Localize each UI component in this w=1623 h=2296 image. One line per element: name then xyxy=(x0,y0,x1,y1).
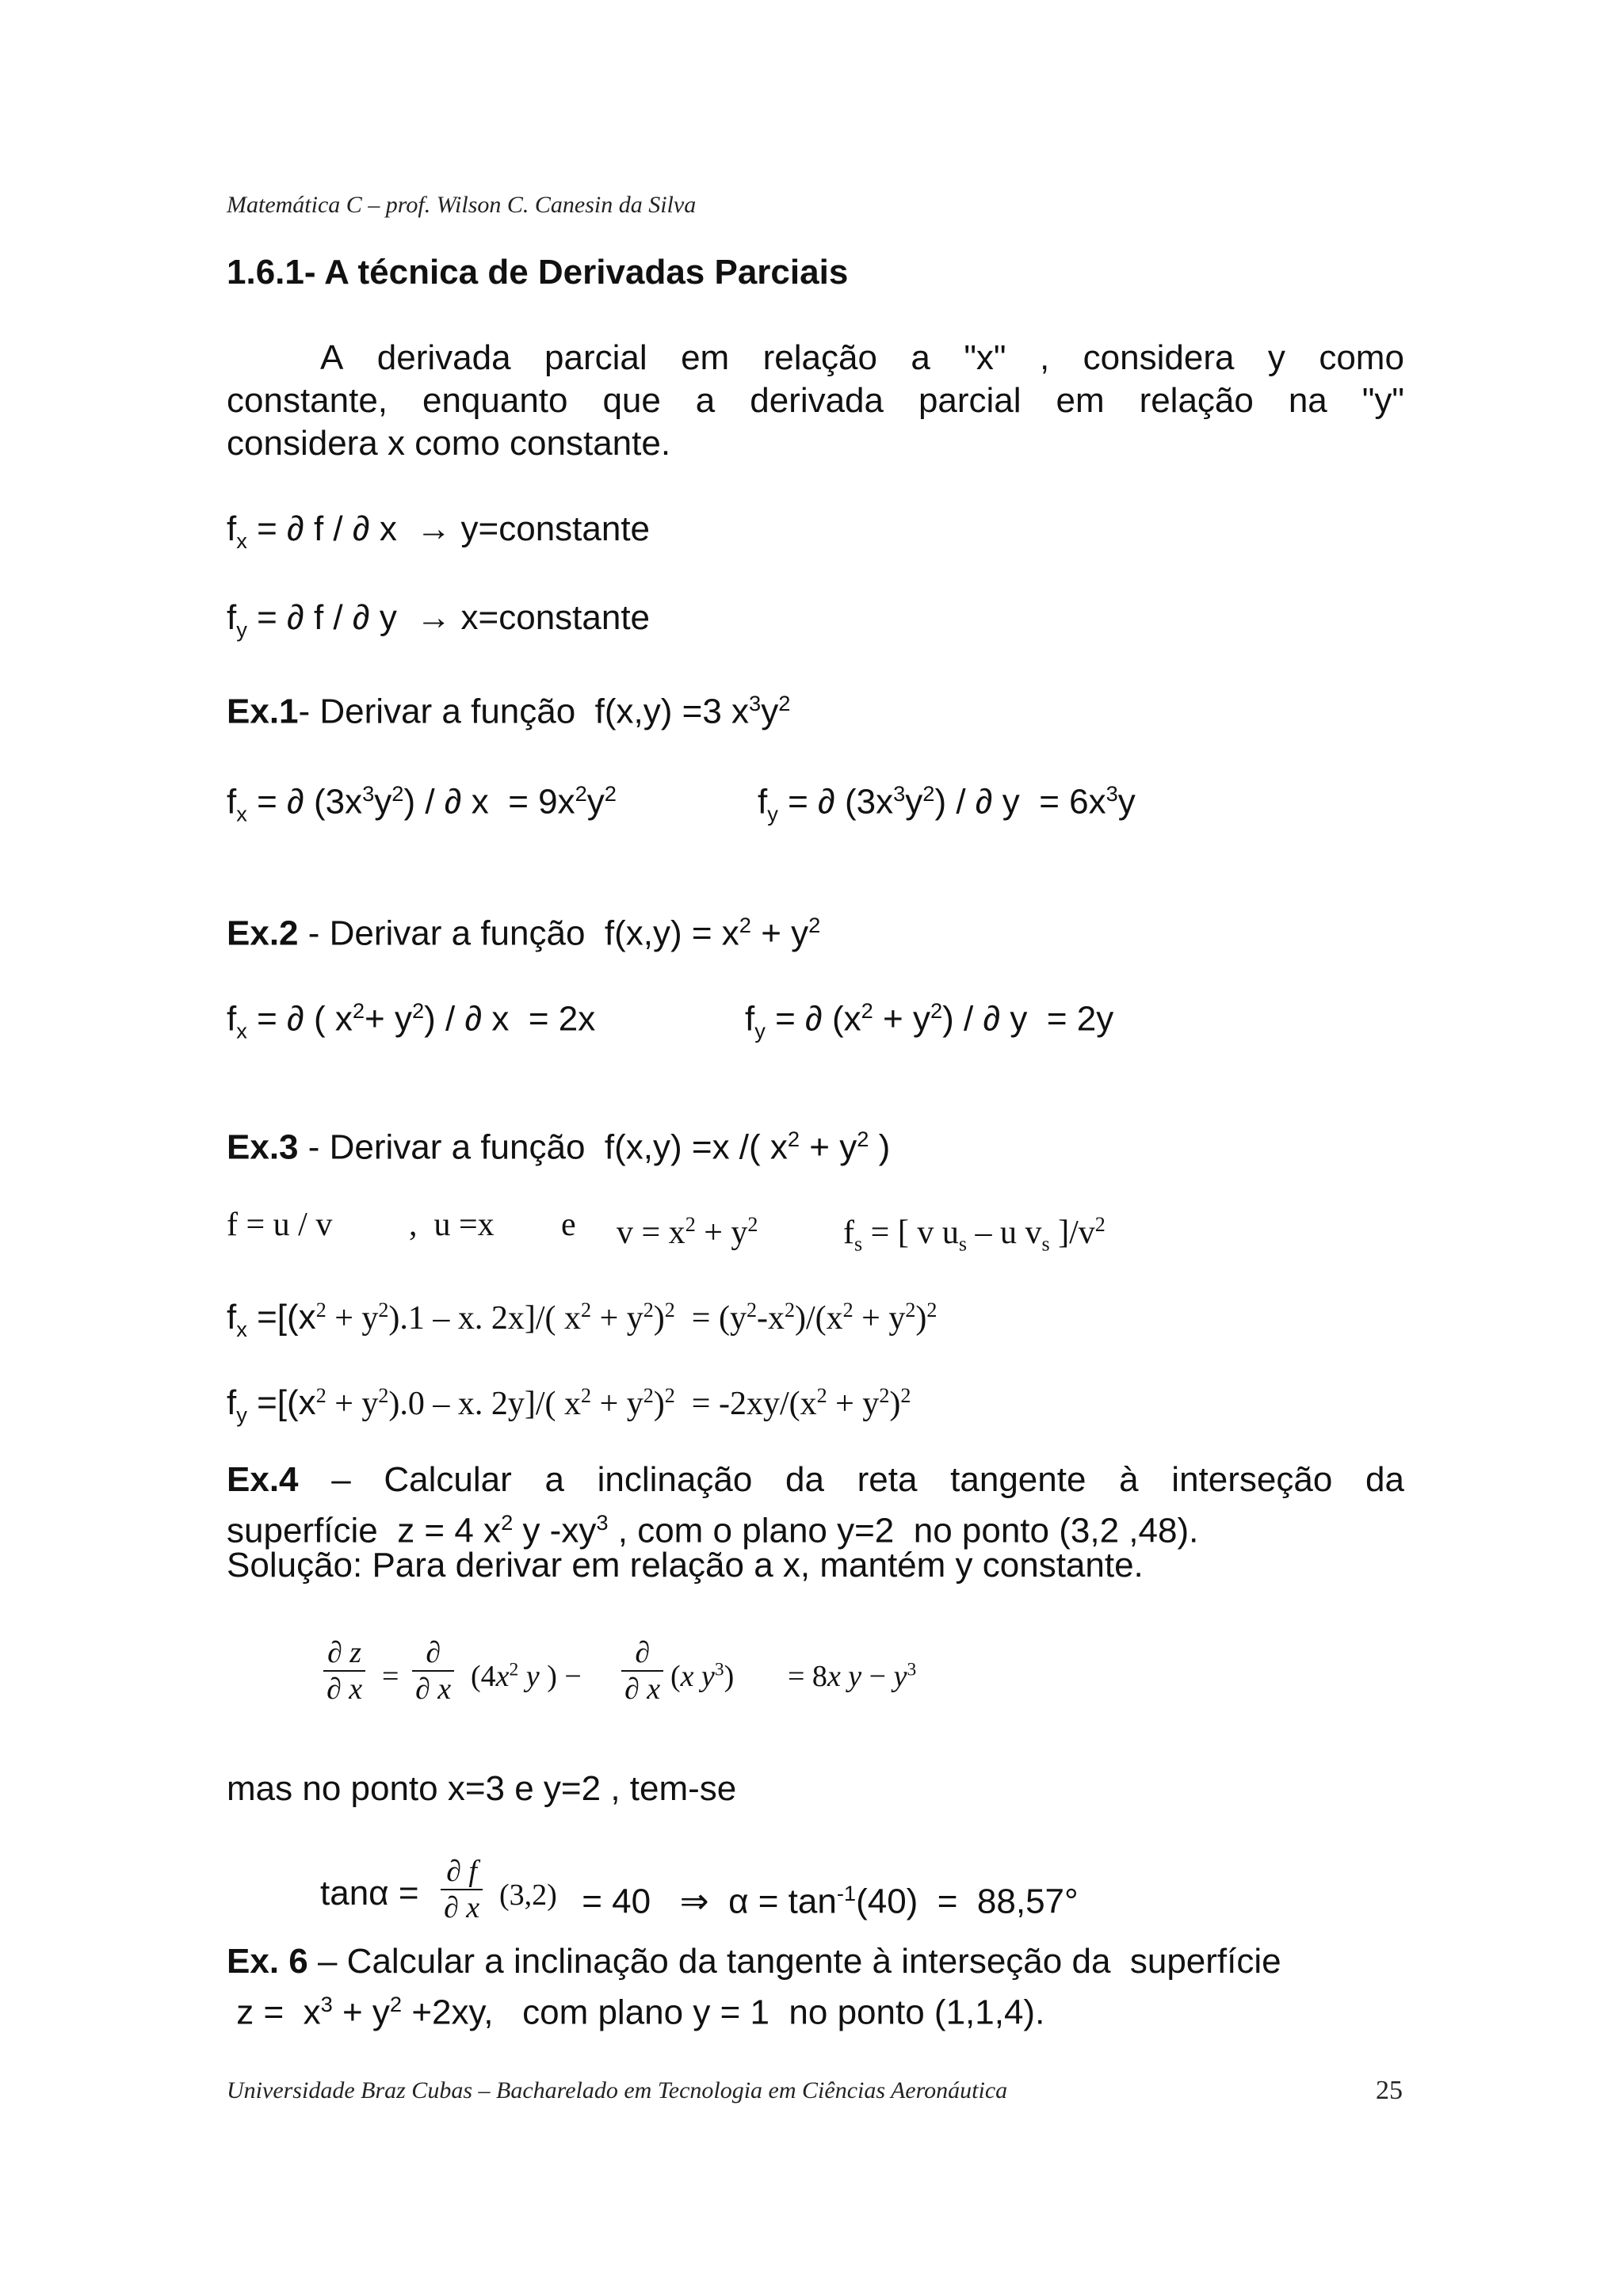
ex4-line-2: superfície z = 4 $x^2$ y $-xy^3$ , com o plano y=2 no ponto (3,2 ,48). xyxy=(227,1510,1199,1550)
ex4-line-1: Ex.4 – Calcular a inclinação da reta tangente à interseção da xyxy=(227,1460,1404,1499)
eq-d-dx-1: ∂ ∂ x xyxy=(412,1635,454,1707)
tan-result: = 40 ⇒ $\alpha = \tan^{-1}(40) = 88,57^\circ$ xyxy=(572,1881,1079,1921)
ex3-fy: $f_y =[(x^2 + y^2).0 - x$. 2y]/( $x^2 + y^2)^2 = -2xy/(x^2 + y^2)^2$ xyxy=(227,1383,911,1427)
ex4-point-text: mas no ponto x=3 e y=2 , tem-se xyxy=(227,1769,737,1808)
tan-df-dx: ∂ f ∂ x xyxy=(441,1854,483,1925)
ex2-statement: Ex.2 - Derivar a função $f(x,y) = x^2 + y^2$ xyxy=(227,913,821,953)
tan-point: (3,2) xyxy=(499,1878,557,1912)
intro-line-3: considera x como constante. xyxy=(227,424,671,463)
ex1-fx: $f_x$ = ∂ $(3x^3y^2)$ / ∂ $x = 9x^2y^2$ xyxy=(227,781,617,826)
ex1-fy: $f_y$ = ∂ $(3x^3y^2)$ / ∂ $y = 6x^3y$ xyxy=(758,781,1136,826)
eq-term-1: ($4x^2$ y ) − xyxy=(471,1659,582,1693)
ex3-statement: Ex.3 - Derivar a função f(x,y) =x /( $x^2 + y^2$ ) xyxy=(227,1127,891,1167)
eq-term-2: (x $y^3$) xyxy=(670,1659,735,1693)
ex3-rule-e: e xyxy=(561,1207,576,1243)
page-number: 25 xyxy=(1376,2076,1403,2105)
ex6-line-1: Ex. 6 – Calcular a inclinação da tangente à interseção da superfície xyxy=(227,1942,1281,1981)
ex6-line-2: $z = x^3 + y^2 +2xy$, com plano y = 1 no ponto (1,1,4). xyxy=(227,1992,1045,2032)
fx-definition: $f_x$ = ∂ f / ∂ x → y=constante xyxy=(227,509,651,553)
eq-result: = 8x $y - y^3$ xyxy=(788,1659,917,1693)
ex2-fx: $f_x$ = ∂ ( $x^2+ y^2$) / ∂ x = 2x xyxy=(227,998,596,1043)
intro-line-1: A derivada parcial em relação a "x" , considera y como xyxy=(320,338,1404,377)
intro-line-2: constante, enquanto que a derivada parcial em relação na "y" xyxy=(227,381,1404,420)
ex3-fx: $f_x =[(x^2 + y^2).1 - x$. 2x]/( $x^2 + y^2)^2 = (y^2-x^2)/(x^2 + y^2)^2$ xyxy=(227,1298,938,1341)
ex3-rule-v: $v = x^2 + y^2$ xyxy=(617,1213,758,1251)
ex3-rule-quotient: f = u / v xyxy=(227,1207,333,1243)
eq-dz-dx: ∂ z ∂ x xyxy=(323,1635,365,1707)
eq-equals: = xyxy=(382,1660,399,1693)
fy-definition: $f_y$ = ∂ f / ∂ y → x=constante xyxy=(227,598,651,642)
tan-prefix: tanα = xyxy=(320,1874,419,1913)
ex3-rule-u: , u =x xyxy=(409,1207,495,1243)
eq-d-dx-2: ∂ ∂ x xyxy=(621,1635,663,1707)
section-title: 1.6.1- A técnica de Derivadas Parciais xyxy=(227,253,849,292)
ex2-fy: $f_y$ = ∂ $(x^2 + y^2)$ / ∂ y = 2y xyxy=(745,998,1114,1043)
page-header: Matemática C – prof. Wilson C. Canesin da Silva xyxy=(227,192,697,218)
ex4-line-3: Solução: Para derivar em relação a x, mantém y constante. xyxy=(227,1546,1144,1585)
ex1-statement: Ex.1- Derivar a função f(x,y) =3 $x^3y^2$ xyxy=(227,691,791,731)
ex3-rule-fs: $f_s$ = [ v $u_s$ – u $v_s$ ]$/v^2$ xyxy=(843,1213,1106,1256)
page-footer: Universidade Braz Cubas – Bacharelado em Tecnologia em Ciências Aeronáutica xyxy=(227,2077,1008,2103)
